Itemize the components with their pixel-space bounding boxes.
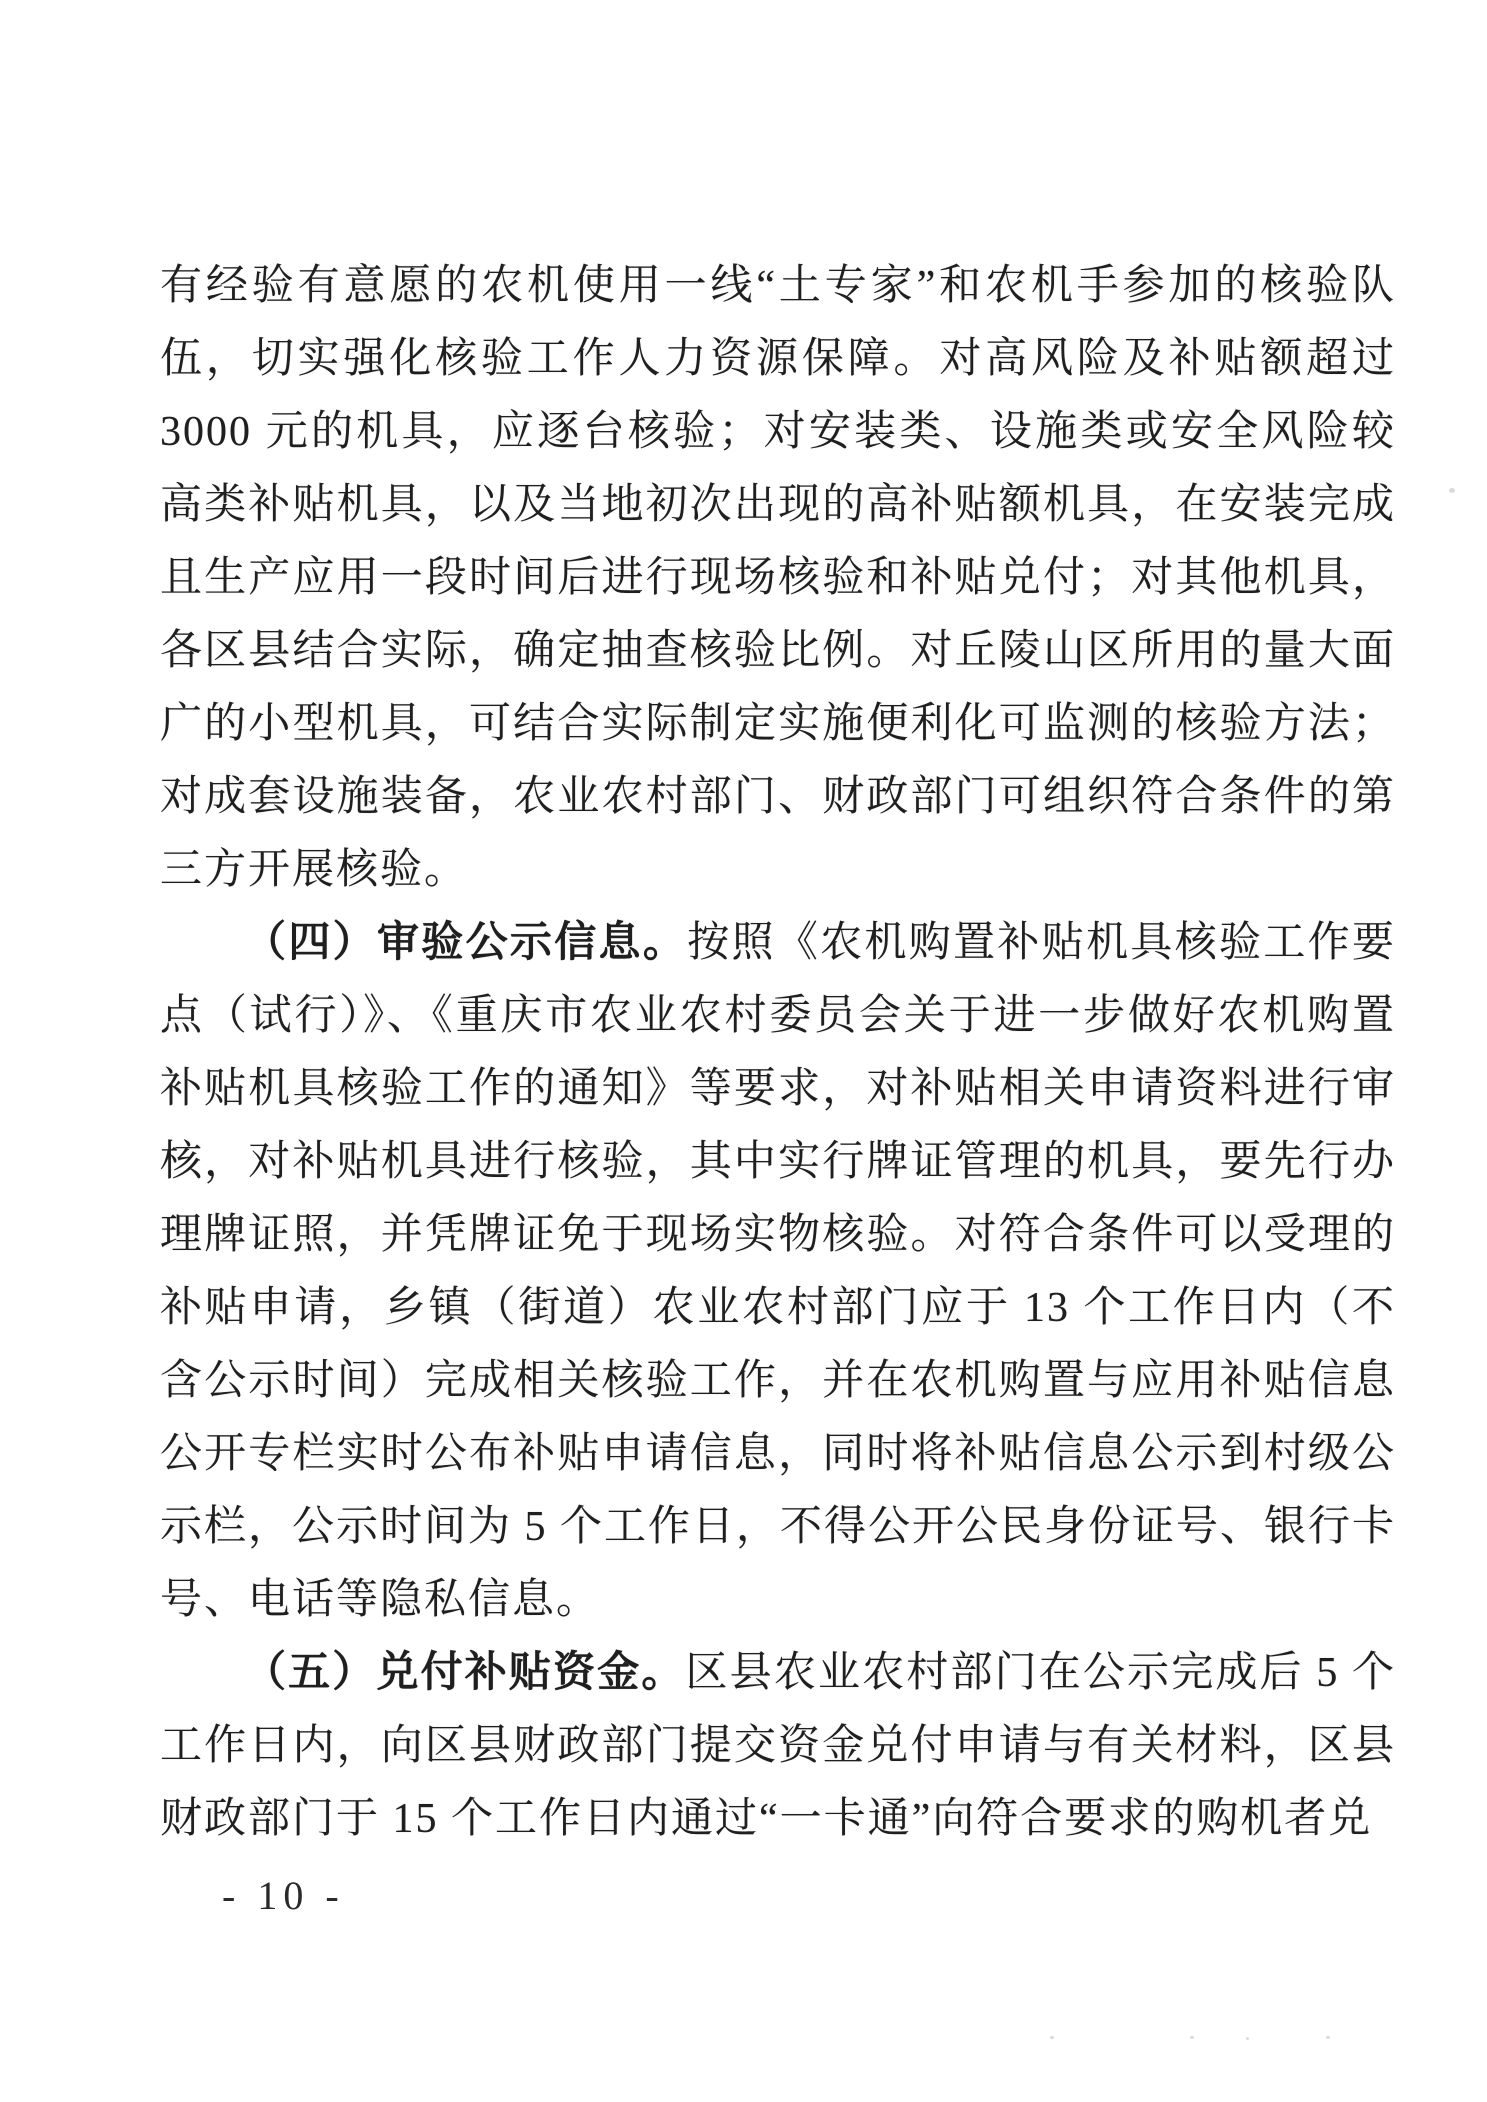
paragraph-lead: （五）兑付补贴资金。 [244, 1650, 686, 1696]
scan-artifact [1449, 488, 1455, 493]
paragraph-continuation [160, 250, 1396, 907]
paragraph-text: 有经验有意愿的农机使用一线“土专家”和农机手参加的核验队伍，切实强化核验工作人力资源保障。对高风险及补贴额超过 3000 元的机具，应逐台核验；对安装类、设施类或安全风险较高类补贴机具，以及当地初次出现的高补贴额机具，在安装完成且生产应用一段时间后进行现场核验和补贴兑付；对其他机具，各区县结合实际，确定抽查核验比例。对丘陵山区所用的量大面广的小型机具，可结合实际制定实施便利化可监测的核验方法；对成套设施装备，农业农村部门、财政部门可组织符合条件的第三方开展核验。 [160, 263, 1396, 893]
scan-artifact [1246, 2037, 1249, 2040]
paragraph-section-4 [160, 907, 1396, 1637]
page-number: - 10 - [222, 1873, 345, 1918]
paragraph-section-5 [160, 1637, 1396, 1856]
paragraph-text: 按照《农机购置补贴机具核验工作要点（试行）》、《重庆市农业农村委员会关于进一步做好农机购置补贴机具核验工作的通知》等要求，对补贴相关申请资料进行审核，对补贴机具进行核验，其中实行牌证管理的机具，要先行办理牌证照，并凭牌证免于现场实物核验。对符合条件可以受理的补贴申请，乡镇（街道）农业农村部门应于 13 个工作日内（不含公示时间）完成相关核验工作，并在农机购置与应用补贴信息公开专栏实时公布补贴申请信息，同时将补贴信息公示到村级公示栏，公示时间为 5 个工作日，不得公开公民身份证号、银行卡号、电话等隐私信息。 [160, 920, 1397, 1623]
scan-artifact [1050, 2036, 1054, 2039]
paragraph-lead: （四）审验公示信息。 [244, 920, 688, 966]
paragraph-text: 区县农业农村部门在公示完成后 5 个工作日内，向区县财政部门提交资金兑付申请与有关材料，区县财政部门于 15 个工作日内通过“一卡通”向符合要求的购机者兑 [160, 1650, 1396, 1842]
scan-artifact [1190, 2036, 1194, 2039]
document-body [160, 250, 1396, 1856]
scan-artifact [1326, 2036, 1330, 2039]
